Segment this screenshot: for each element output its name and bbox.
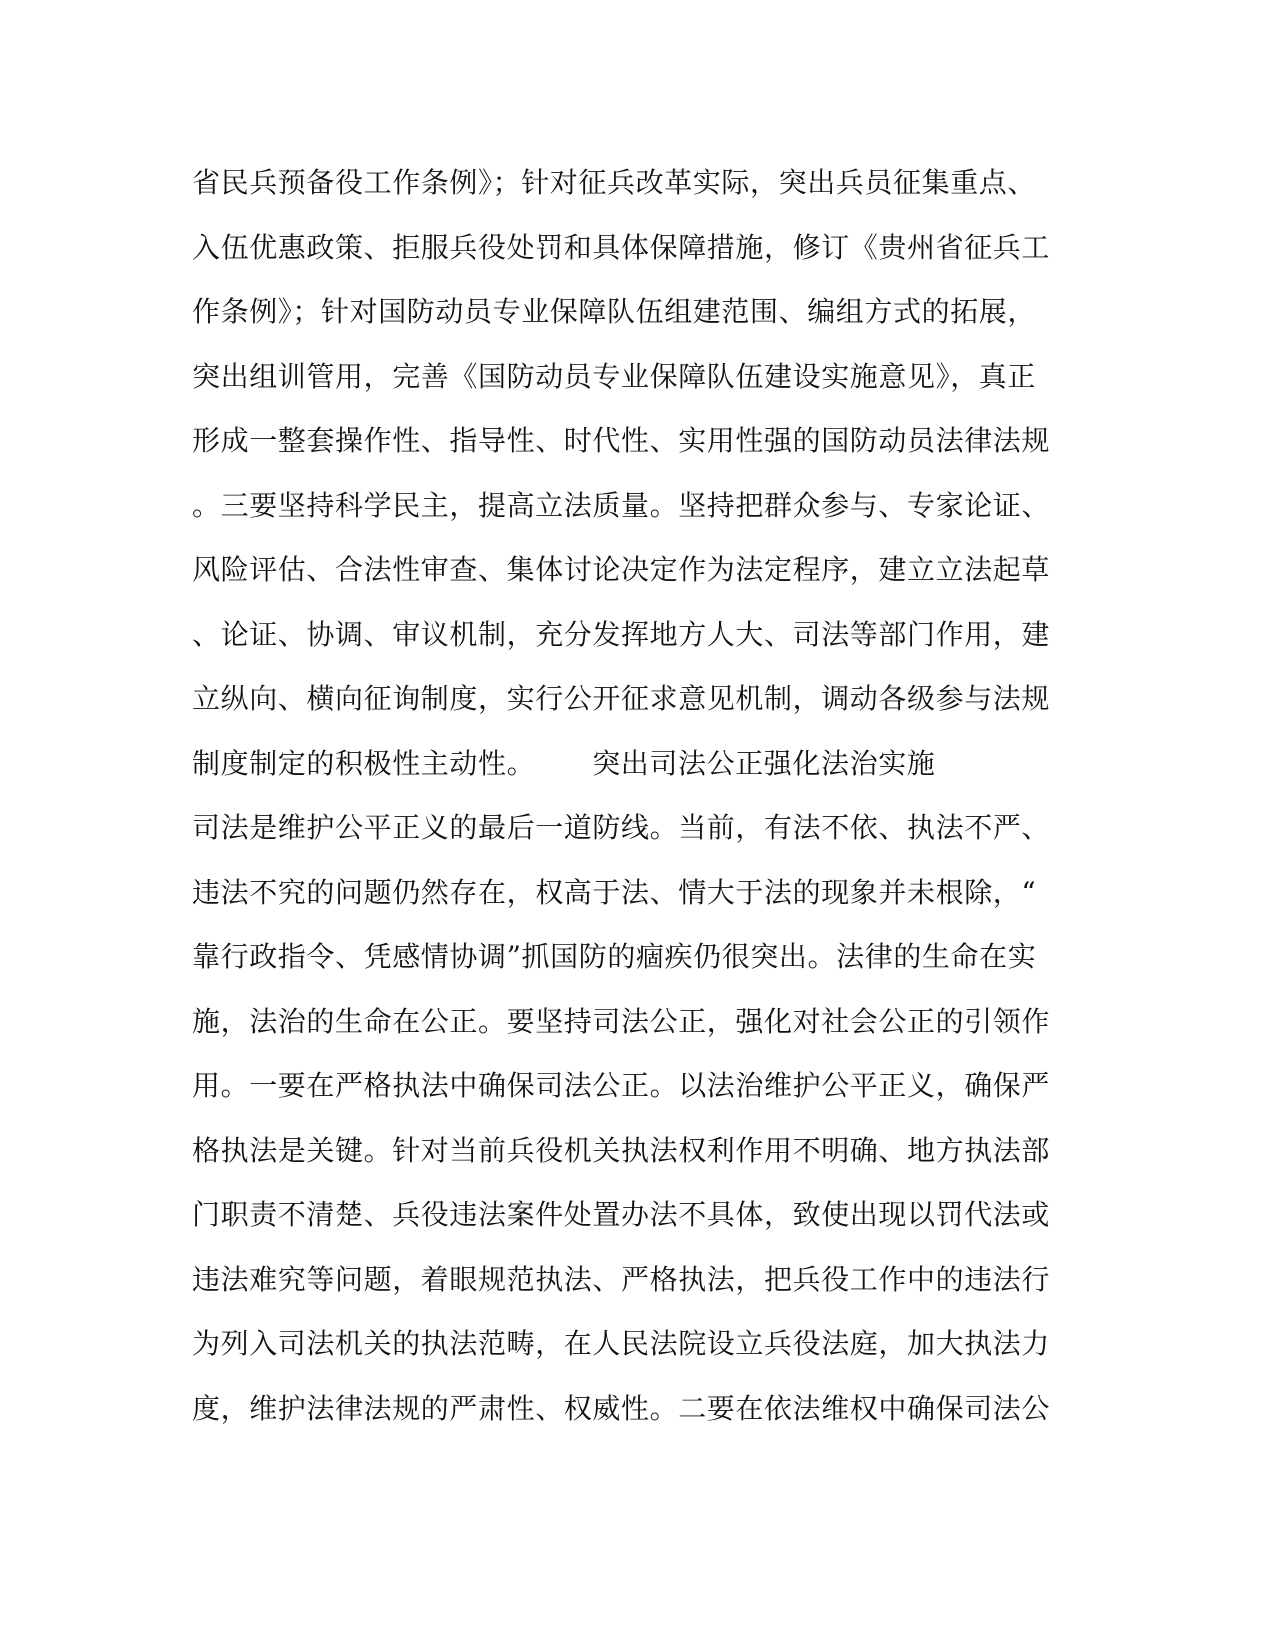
text-line: 用。一要在严格执法中确保司法公正。以法治维护公平正义，确保严 — [192, 1069, 1051, 1102]
text-line: 入伍优惠政策、拒服兵役处罚和具体保障措施，修订《贵州省征兵工 — [192, 230, 1051, 264]
text-line: 、论证、协调、审议机制，充分发挥地方人大、司法等部门作用，建 — [192, 617, 1051, 651]
text-line: 违法难究等问题，着眼规范执法、严格执法，把兵役工作中的违法行 — [192, 1262, 1051, 1296]
text-line: 立纵向、横向征询制度，实行公开征求意见机制，调动各级参与法规 — [192, 682, 1051, 715]
text-line: 为列入司法机关的执法范畴，在人民法院设立兵役法庭，加大执法力 — [192, 1327, 1051, 1360]
text-line: 制度制定的积极性主动性。 突出司法公正强化法治实施 — [192, 746, 936, 780]
text-line: 门职责不清楚、兵役违法案件处置办法不具体，致使出现以罚代法或 — [192, 1198, 1051, 1231]
body-text — [192, 163, 1072, 1453]
text-line: 。三要坚持科学民主，提高立法质量。坚持把群众参与、专家论证、 — [192, 488, 1051, 522]
text-line: 风险评估、合法性审查、集体讨论决定作为法定程序，建立立法起草 — [192, 553, 1051, 586]
text-line: 度，维护法律法规的严肃性、权威性。二要在依法维权中确保司法公 — [192, 1391, 1051, 1425]
text-line: 突出组训管用，完善《国防动员专业保障队伍建设实施意见》，真正 — [192, 359, 1037, 393]
text-line: 省民兵预备役工作条例》；针对征兵改革实际，突出兵员征集重点、 — [192, 166, 1037, 199]
text-line: 违法不究的问题仍然存在，权高于法、情大于法的现象并未根除，“ — [192, 875, 1037, 909]
text-line: 形成一整套操作性、指导性、时代性、实用性强的国防动员法律法规 — [192, 424, 1051, 457]
text-line: 作条例》；针对国防动员专业保障队伍组建范围、编组方式的拓展， — [192, 295, 1037, 328]
text-line: 司法是维护公平正义的最后一道防线。当前，有法不依、执法不严、 — [192, 811, 1051, 844]
text-line: 靠行政指令、凭感情协调”抓国防的痼疾仍很突出。法律的生命在实 — [192, 940, 1037, 973]
text-line: 格执法是关键。针对当前兵役机关执法权利作用不明确、地方执法部 — [192, 1133, 1051, 1167]
text-line: 施，法治的生命在公正。要坚持司法公正，强化对社会公正的引领作 — [192, 1004, 1051, 1038]
